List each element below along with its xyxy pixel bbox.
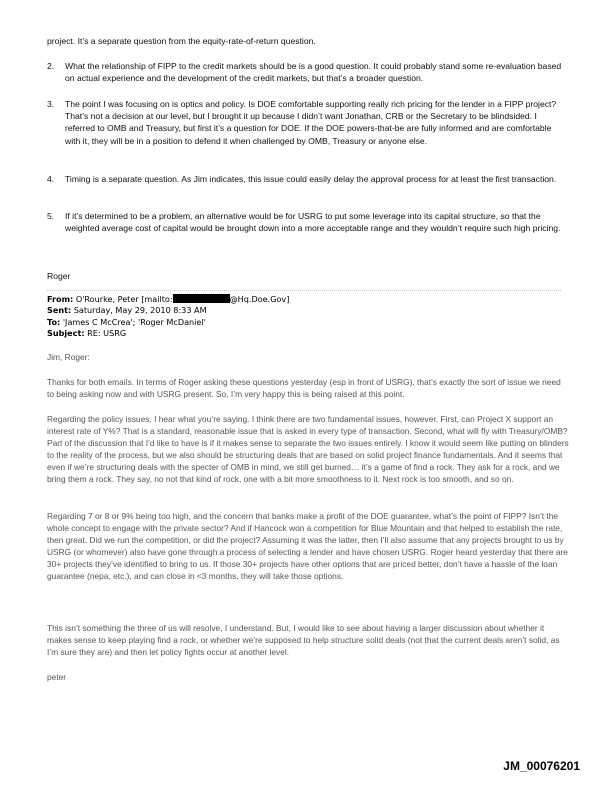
item-number: 3.	[47, 99, 55, 109]
email1-item-3	[47, 98, 569, 147]
item-number: 4.	[47, 174, 55, 184]
item-number: 2.	[47, 61, 55, 71]
header-subject: Subject: RE: USRG	[47, 327, 127, 338]
header-separator	[47, 290, 561, 291]
email1-continuation: project. It’s a separate question from the equity-rate-of-return question.	[47, 36, 316, 46]
header-sent: Sent: Saturday, May 29, 2010 8:33 AM	[47, 305, 207, 316]
email-header	[47, 294, 289, 339]
header-from: From: O'Rourke, Peter [mailto: @Hq.Doe.Gov]	[47, 294, 290, 304]
email2-paragraph-3: Regarding 7 or 8 or 9% being too high, and the concern that banks make a profit of the DOE guarantee, what’s the point of FIPP? Isn’t the whole concept to engage with the private sector? And if Hancock won a competition for Blue Mountain and that helped to establish the rate, then great. Did we run the competition, or did the project? Assuming it was the latter, then I’ll also assume that any projects brought to us by USRG (or whomever) also have gone through a process of selecting a lender and have chosen USRG. Roger heard yesterday that there are 30+ projects they’ve identified to bring to us. If those 30+ projects have other options that are priced better, don’t have a hassle of the loan guarantee (nepa, etc.), and can close in <3 months, they will take those options.	[47, 511, 568, 582]
item-number: 5.	[47, 211, 55, 221]
email2-paragraph-1: Thanks for both emails. In terms of Roger asking these questions yesterday (esp in front of USRG), that’s exactly the sort of issue we need to being asking now and with USRG present. So, I’m very happy this is being raised at this point.	[47, 377, 561, 400]
email1-item-2	[47, 60, 569, 84]
item-text: The point I was focusing on is optics and policy. Is DOE comfortable supporting really rich pricing for the lender in a FIPP project? That’s not a decision at our level, but I brought it up because I didn’t want Jonathan, CRB or the Secretary to be blindsided. I referred to OMB and Treasury, but first it’s a question for DOE. If the DOE powers-that-be are fully informed and are comfortable with it, they will be in a position to defend it when challenged by OMB, Treasury or anyone else.	[65, 99, 557, 146]
item-text: Timing is a separate question. As Jim indicates, this issue could easily delay the approval process for at least the first transaction.	[65, 174, 557, 184]
item-text: What the relationship of FIPP to the credit markets should be is a good question. It could probably stand some re-evaluation based on actual experience and the development of the credit markets, but that’s a broader question.	[65, 61, 562, 84]
email2-greeting: Jim, Roger:	[47, 352, 90, 362]
redaction-box	[173, 294, 230, 303]
bates-number: JM_00076201	[503, 759, 580, 773]
email1-signature: Roger	[47, 271, 71, 281]
email2-signature: peter	[47, 672, 67, 682]
item-text: If it’s determined to be a problem, an alternative would be for USRG to put some leverage into its capital structure, so that the weighted average cost of capital would be brought down into a more acceptable range and they wouldn’t require such high pricing.	[65, 211, 561, 234]
email2-paragraph-2: Regarding the policy issues, I hear what you’re saying. I think there are two fundamental issues, however. First, can Project X support an interest rate of Y%? That is a standard, reasonable issue that is asked in every type of transaction. Second, what will fly with Treasury/OMB? Part of the discussion that I’d like to have is if it makes sense to separate the two issues entirely. I know it would seem like putting on blinders to the reality of the process, but we also should be structuring deals that are based on solid project finance fundamentals. And it seems that even if we’re structuring deals with the specter of OMB in mind, we still get burned… it’s a game of find a rock. They ask for a rock, and we bring them a rock. They say, no not that kind of rock, one with a bit more smoothness to it. Next rock is too smooth, and so on.	[47, 414, 569, 485]
email1-item-4	[47, 173, 569, 185]
email1-item-5	[47, 210, 569, 234]
header-to: To: 'James C McCrea'; 'Roger McDaniel'	[47, 316, 206, 327]
email2-paragraph-4: This isn’t something the three of us will resolve, I understand. But, I would like to see about having a larger discussion about whether it makes sense to keep playing find a rock, or whether we’re supposed to help structure solid deals (not that the current deals aren’t solid, as I’m sure they are) and then let policy fights occur at another level.	[47, 623, 560, 658]
